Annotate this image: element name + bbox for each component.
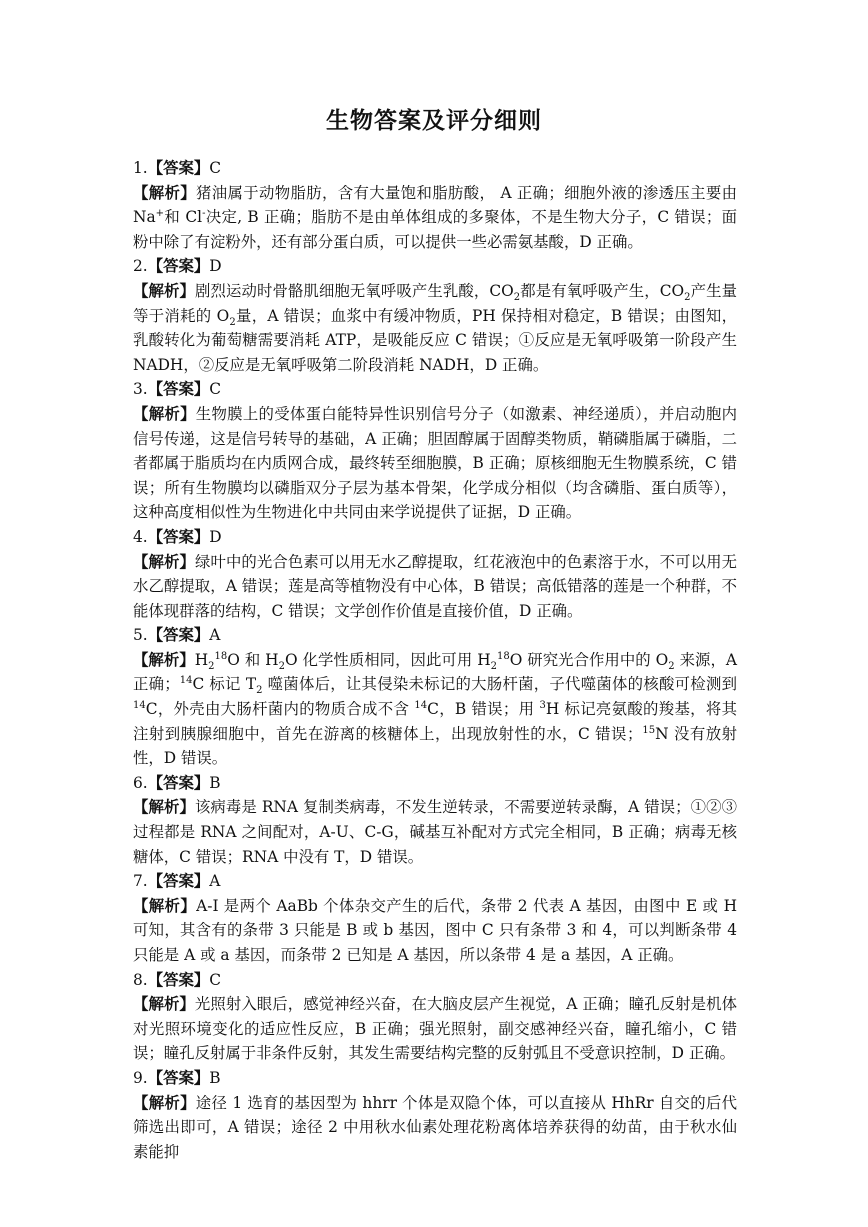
answer-label: 【答案】	[147, 159, 210, 177]
explanation-label: 【解析】	[133, 896, 197, 915]
explanation	[133, 648, 737, 771]
answer-value: A	[209, 872, 221, 891]
answer-line	[133, 254, 737, 279]
explanation	[133, 550, 737, 624]
answer-label: 【答案】	[147, 872, 210, 891]
answer-line	[133, 771, 737, 796]
explanation-label: 【解析】	[133, 281, 195, 300]
explanation-label: 【解析】	[133, 650, 195, 669]
answer-line	[133, 869, 737, 894]
answer-line	[133, 156, 737, 181]
question-number: 2.	[133, 257, 148, 276]
answer-label: 【答案】	[147, 626, 210, 645]
answer-line	[133, 968, 737, 993]
page-title: 生物答案及评分细则	[326, 108, 542, 134]
answer-label: 【答案】	[147, 380, 210, 399]
question-number: 7.	[133, 872, 148, 891]
explanation	[133, 402, 737, 525]
question-6	[133, 771, 737, 869]
explanation-text: $H_2^{18}O$ 和 $H_2O$ 化学性质相同，因此可用 $H_2^{18}O$ 研究光合作用中的 $O_2$ 来源，A 正确；$^{14}$C 标记 $T_2$ 噬菌体后，让其侵染未标记的大肠杆菌，子代噬菌体的核酸可检测到 $^{14}$C，外壳由大肠杆菌内的物质合成不含 $^{14}$C，B 错误；用 $^3$H 标记亮氨酸的羧基，将其注射到胰腺细胞中，首先在游离的核糖体上，出现放射性的水，C 错误；$^{15}$N 没有放射性，D 错误。	[133, 650, 738, 768]
answer-label: 【答案】	[147, 1068, 210, 1087]
answer-value: C	[209, 380, 222, 399]
explanation-text: 绿叶中的光合色素可以用无水乙醇提取，红花液泡中的色素溶于水，不可以用无水乙醇提取，A 错误；莲是高等植物没有中心体，B 错误；高低错落的莲是一个种群，不能体现群落的结构，C 错误；文学创作价值是直接价值，D 正确。	[133, 552, 737, 620]
answer-value: B	[209, 1068, 221, 1087]
answer-label: 【答案】	[147, 527, 210, 546]
explanation	[133, 181, 737, 255]
question-number: 5.	[133, 626, 148, 645]
explanation-label: 【解析】	[133, 995, 195, 1014]
answer-label: 【答案】	[147, 773, 210, 792]
answer-line	[133, 377, 737, 402]
question-number: 3.	[133, 380, 148, 399]
explanation-label: 【解析】	[133, 1093, 196, 1112]
answer-value: B	[209, 773, 221, 792]
explanation-label: 【解析】	[133, 183, 196, 202]
question-number: 9.	[133, 1068, 148, 1087]
explanation-text: 该病毒是 RNA 复制类病毒，不发生逆转录，不需要逆转录酶，A 错误；①②③过程都是 RNA 之间配对，A-U、C-G，碱基互补配对方式完全相同，B 正确；病毒无核糖体，C 错误；RNA 中没有 T，D 错误。	[133, 798, 737, 866]
answer-label: 【答案】	[147, 257, 210, 276]
explanation	[133, 894, 737, 968]
answer-value: C	[209, 159, 222, 177]
explanation-text: 途径 1 选育的基因型为 hhrr 个体是双隐个体，可以直接从 HhRr 自交的后代筛选出即可，A 错误；途径 2 中用秋水仙素处理花粉离体培养获得的幼苗，由于秋水仙素能抑	[133, 1093, 737, 1161]
question-5	[133, 623, 737, 771]
question-number: 1.	[133, 159, 148, 177]
question-4	[133, 525, 737, 623]
explanation-text: A-I 是两个 AaBb 个体杂交产生的后代，条带 2 代表 A 基因，由图中 E 或 H 可知，其含有的条带 3 只能是 B 或 b 基因，图中 C 只有条带 3 和 4，可以判断条带 4 只能是 A 或 a 基因，而条带 2 已知是 A 基因，所以条带 4 是 a 基因，A 正确。	[133, 896, 737, 964]
question-2	[133, 254, 737, 377]
explanation	[133, 1091, 737, 1165]
question-3	[133, 377, 737, 525]
explanation-text: 光照射入眼后，感觉神经兴奋，在大脑皮层产生视觉，A 正确；瞳孔反射是机体对光照环境变化的适应性反应，B 正确；强光照射，副交感神经兴奋，瞳孔缩小，C 错误；瞳孔反射属于非条件反射，其发生需要结构完整的反射弧且不受意识控制，D 正确。	[133, 995, 737, 1063]
question-number: 6.	[133, 773, 148, 792]
explanation-text: 生物膜上的受体蛋白能特异性识别信号分子（如激素、神经递质），并启动胞内信号传递，这是信号转导的基础，A 正确；胆固醇属于固醇类物质，鞘磷脂属于磷脂，二者都属于脂质均在内质网合成，最终转至细胞膜，B 正确；原核细胞无生物膜系统，C 错误；所有生物膜均以磷脂双分子层为基本骨架，化学成分相似（均含磷脂、蛋白质等），这种高度相似性为生物进化中共同由来学说提供了证据，D 正确。	[133, 404, 737, 522]
answer-value: D	[209, 257, 222, 276]
question-1	[133, 156, 737, 254]
explanation-text: 猪油属于动物脂肪，含有大量饱和脂肪酸， A 正确；细胞外液的渗透压主要由 Na+和 Cl-决定, B 正确；脂肪不是由单体组成的多聚体，不是生物大分子，C 错误；面粉中除了有淀粉外，还有部分蛋白质，可以提供一些必需氨基酸，D 正确。	[133, 183, 738, 251]
answer-list	[133, 156, 737, 1164]
answer-value: C	[209, 970, 222, 989]
question-number: 4.	[133, 527, 148, 546]
answer-value: A	[209, 626, 221, 645]
answer-line	[133, 525, 737, 550]
explanation-label: 【解析】	[133, 404, 196, 423]
question-9	[133, 1066, 737, 1164]
explanation-text: 剧烈运动时骨骼肌细胞无氧呼吸产生乳酸，$CO_2$都是有氧呼吸产生，$CO_2$产生量等于消耗的 $O_2$量，A 错误；血浆中有缓冲物质，PH 保持相对稳定，B 错误；由图知，乳酸转化为葡萄糖需要消耗 ATP，是吸能反应 C 错误；①反应是无氧呼吸第一阶段产生 NADH，②反应是无氧呼吸第二阶段消耗 NADH，D 正确。	[133, 281, 737, 374]
answer-line	[133, 623, 737, 648]
explanation-label: 【解析】	[133, 798, 195, 817]
question-8	[133, 968, 737, 1066]
explanation	[133, 992, 737, 1066]
explanation-label: 【解析】	[133, 552, 195, 571]
answer-line	[133, 1066, 737, 1091]
question-number: 8.	[133, 970, 148, 989]
question-7	[133, 869, 737, 967]
explanation	[133, 279, 737, 377]
answer-value: D	[209, 527, 222, 546]
explanation	[133, 795, 737, 869]
answer-label: 【答案】	[147, 970, 210, 989]
